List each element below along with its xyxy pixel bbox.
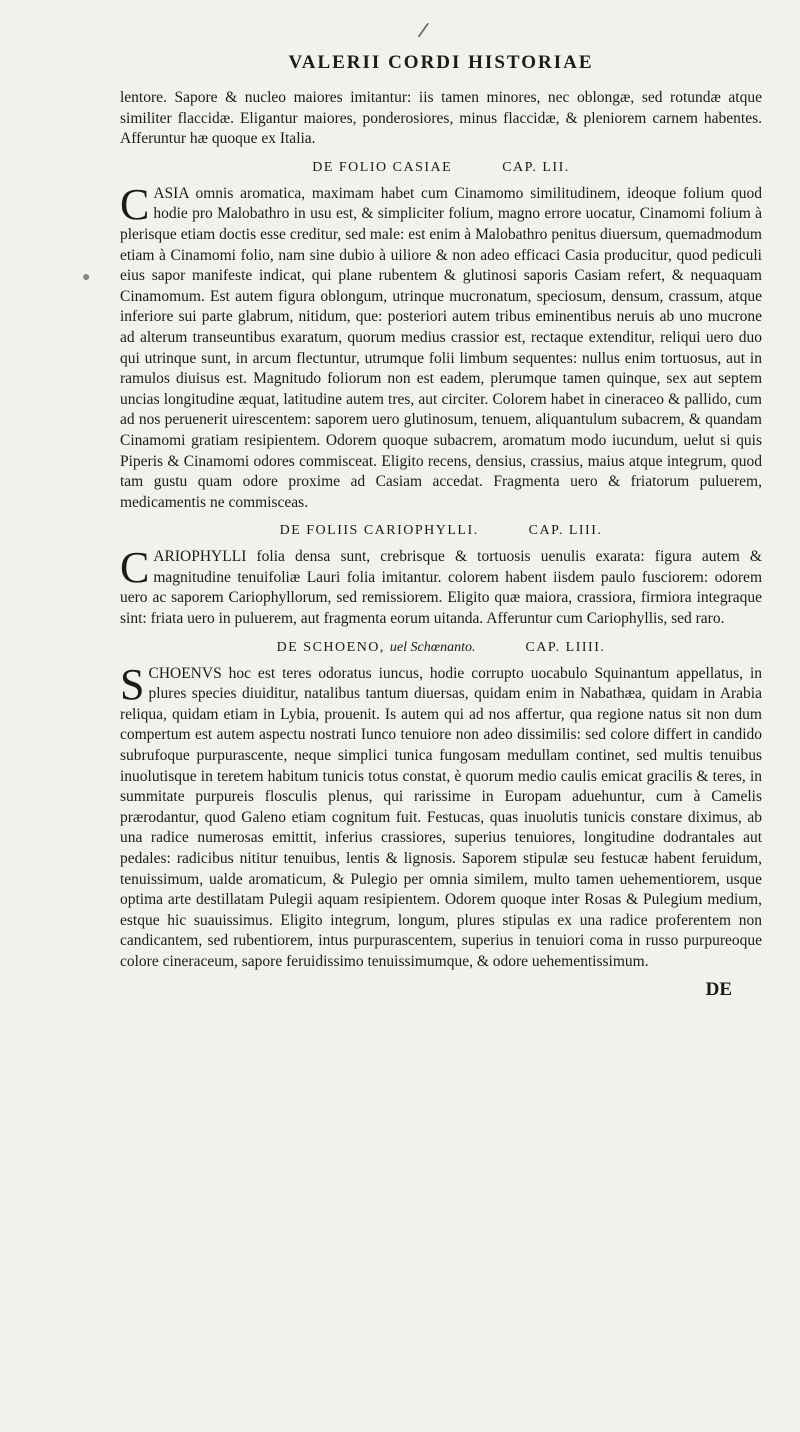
running-head: VALERII CORDI HISTORIAE	[288, 52, 594, 73]
chapter-number: CAP. LIII.	[528, 523, 603, 539]
paragraph-text: CHOENVS hoc est teres odoratus iuncus, hodie corrupto uocabulo Squinantum appellatus, in plures species diuiditur, natalibus tantum diuersas, quidam enim in Nabathæa, quidam in Arabia reliqua, quidam etiam in Lybia, prouenit. Is autem qui ad nos affertur, qua regione natus sit non dum compertum est autem aspectu nostrati Iunco tenuiore non adeo dissimilis: sed colore differt in candido subrufoque purpurascente, neque simplici tunica fungosam medullam continet, sed multis tenuibus inuolutisque in teretem habitum tunicis totus constat, è quorum medio caulis emicat gracilis & teres, in summitate purpureis flosculis plenus, qui rarissime in Europam aduehuntur, cum à Camelis prærodantur, quod Galeno etiam cognitum fuit. Festucas, quas inuolutis tunicis constare diximus, ab una radice numerosas emittit, inferius crassiores, superius tenuiores, longitudine dodrantales aut pedales: radicibus nititur tenuibus, lentis & lignosis. Saporem stipulæ seu festucæ habent feruidum, tenuissimum, ualde aromaticum, & Pulegio per omnia similem, multo tamen uehementiorem, usque optima arte destillatam Pulegii aquam resipientem. Odorem quoque inter Rosas & Pulegium medium, estque hic suauissimus. Eligito integrum, longum, plures stipulas ex una radice proferentem non candicantem, sed rubentiorem, intus purpurascentem, superius in tenuiori coma in russo purpureoque colore cineraceum, sapore feruidissimo tenuissimumque, & odore uehementissimum.	[120, 664, 762, 970]
section-heading-schoeno	[120, 640, 762, 656]
section-heading-cariophylli	[120, 523, 762, 539]
drop-cap: S	[120, 659, 145, 709]
catchword: DE	[705, 978, 732, 1000]
chapter-number: CAP. LIIII.	[525, 639, 606, 655]
ink-mark: /	[416, 17, 431, 44]
section-heading-casia	[120, 160, 762, 176]
paragraph-schoeno	[120, 659, 762, 973]
paragraph-text: ASIA omnis aromatica, maximam habet cum Cinamomo similitudinem, ideoque folium quod hodie pro Malobathro in usu est, & simpliciter folium, magno errore uocatur, Cinamomi folium à plerisque etiam doctis esse creditur, sed male: est enim à Malobathro penitus diuersum, quemadmodum etiam à Cinamomi folio, nam sine dubio à uiliore & non adeo efficaci Casia producitur, quod pediculi eius sapor manifeste indicat, qui plane rubentem & glutinosi saporis Casiam refert, & nequaquam Cinamomum. Est autem figura oblongum, utrinque mucronatum, speciosum, densum, crassum, atque inferiore sui parte glabrum, nitidum, que: posteriori autem tribus eminentibus neruis ab uno mucrone ad alterum transeuntibus exaratum, quorum medius crassior est, rectaque extenditur, reliqui uero duo qui utrinque sunt, in arcum flectuntur, utrumque folii limbum sequentes: nullus enim tortuosus, aut in ramulos diuisus est. Magnitudo foliorum non est eadem, plerumque tamen quinque, sex aut septem uncias longitudine æquat, latitudine autem tres, aut circiter. Colorem habet in cineraceo & pallido, cum ad nos peruenerit uirescentem: saporem uero glutinosum, tenuem, aliquantulum subacrem, & quandam Cinamomi gratiam resipientem. Odorem quoque subacrem, aromatum modo iucundum, uelut si quis Piperis & Cinamomi odores commisceat. Eligito recens, densius, crassius, maius atque integrum, quod tam gustu quam odore proxime ad Casiam accedat. Fragmenta uero & friatorum puluerem, medicamentis ne commisceas.	[120, 184, 762, 511]
paragraph-continuation: lentore. Sapore & nucleo maiores imitantur: iis tamen minores, nec oblongæ, sed rotundæ atque similiter flaccidæ. Eligantur maiores, ponderosiores, minus flaccidæ, & pleniorem carnem habentes. Afferuntur hæ quoque ex Italia.	[120, 89, 762, 148]
margin-dot: ●	[82, 268, 91, 284]
paragraph-text: ARIOPHYLLI folia densa sunt, crebrisque & tortuosis uenulis exarata: figura autem & magnitudine tenuifoliæ Lauri folia imitantur. colorem habent iisdem paulo fusciorem: odorem uero ac saporem Cariophyllorum, sed remissiorem. Eligito quæ maiora, crassiora, firmiora integraque sint: friata uero in puluerem, aut fragmenta eorum uitanda. Afferuntur cum Cariophyllis, sed raro.	[120, 548, 762, 628]
heading-title: DE FOLIIS CARIOPHYLLI.	[279, 523, 479, 539]
heading-subtitle: uel Schœnanto.	[389, 639, 476, 655]
paragraph-cariophylli	[120, 543, 762, 629]
paragraph-casia	[120, 179, 762, 514]
drop-cap: C	[120, 543, 150, 593]
chapter-number: CAP. LII.	[502, 159, 570, 175]
heading-title: DE SCHOENO,	[276, 639, 385, 655]
drop-cap: C	[120, 179, 150, 229]
heading-title: DE FOLIO CASIAE	[312, 159, 453, 175]
